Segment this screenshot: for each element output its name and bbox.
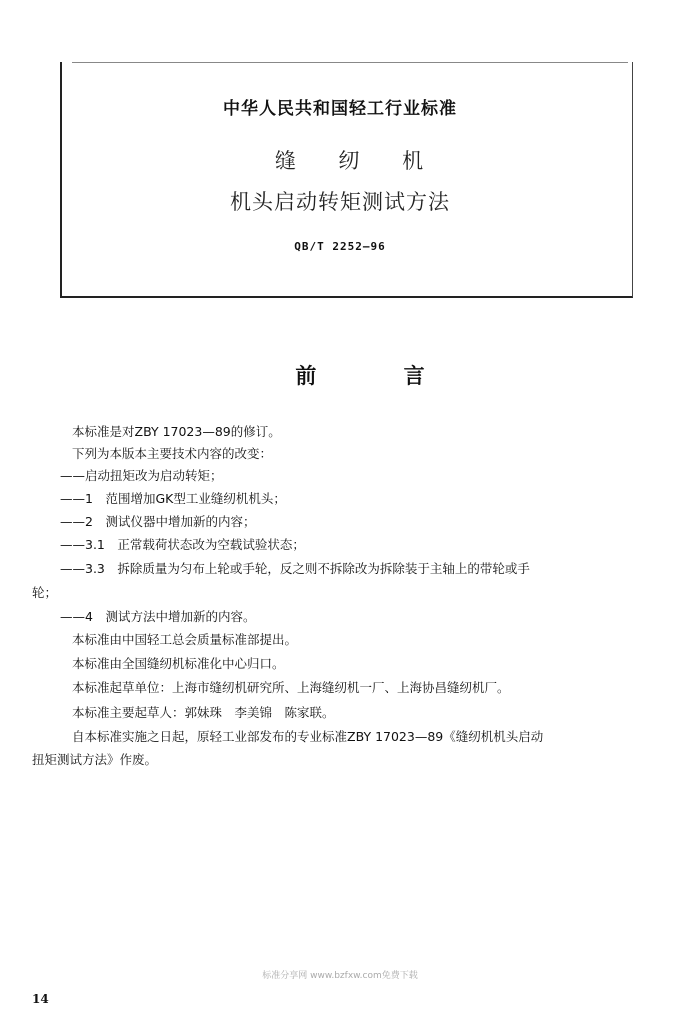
foreword-line: ——2 测试仪器中增加新的内容；	[60, 514, 256, 529]
foreword-heading: 前 言	[295, 364, 465, 388]
standard-number: QB/T 2252—96	[294, 240, 386, 253]
watermark: 标准分享网 www.bzfxw.com免费下载	[262, 971, 418, 981]
standard-category: 中华人民共和国轻工行业标准	[223, 99, 457, 119]
foreword-line: 扭矩测试方法》作废。	[32, 752, 158, 767]
foreword-line: ——3.3 拆除质量为匀布上轮或手轮，反之则不拆除改为拆除装于主轴上的带轮或手	[60, 561, 530, 576]
page-number: 14	[32, 992, 49, 1006]
foreword-line: 本标准主要起草人：郭妹珠 李美锦 陈家联。	[72, 705, 335, 720]
title-line-2: 机头启动转矩测试方法	[230, 190, 450, 214]
foreword-line: ——启动扭矩改为启动转矩；	[60, 468, 223, 483]
foreword-line: 轮；	[32, 585, 58, 600]
foreword-line: 下列为本版本主要技术内容的改变：	[72, 446, 273, 461]
foreword-line: 本标准是对ZBY 17023—89的修订。	[72, 424, 281, 439]
title-line-1: 缝 纫 机	[274, 149, 442, 173]
foreword-line: ——4 测试方法中增加新的内容。	[60, 609, 256, 624]
foreword-line: 本标准由中国轻工总会质量标准部提出。	[72, 632, 298, 647]
foreword-line: 自本标准实施之日起，原轻工业部发布的专业标准ZBY 17023—89《缝纫机机头启动	[72, 729, 544, 744]
foreword-line: ——3.1 正常载荷状态改为空载试验状态；	[60, 537, 305, 552]
foreword-line: 本标准由全国缝纫机标准化中心归口。	[72, 656, 285, 671]
foreword-line: 本标准起草单位：上海市缝纫机研究所、上海缝纫机一厂、上海协昌缝纫机厂。	[72, 680, 510, 695]
foreword-line: ——1 范围增加GK型工业缝纫机机头；	[60, 491, 286, 506]
